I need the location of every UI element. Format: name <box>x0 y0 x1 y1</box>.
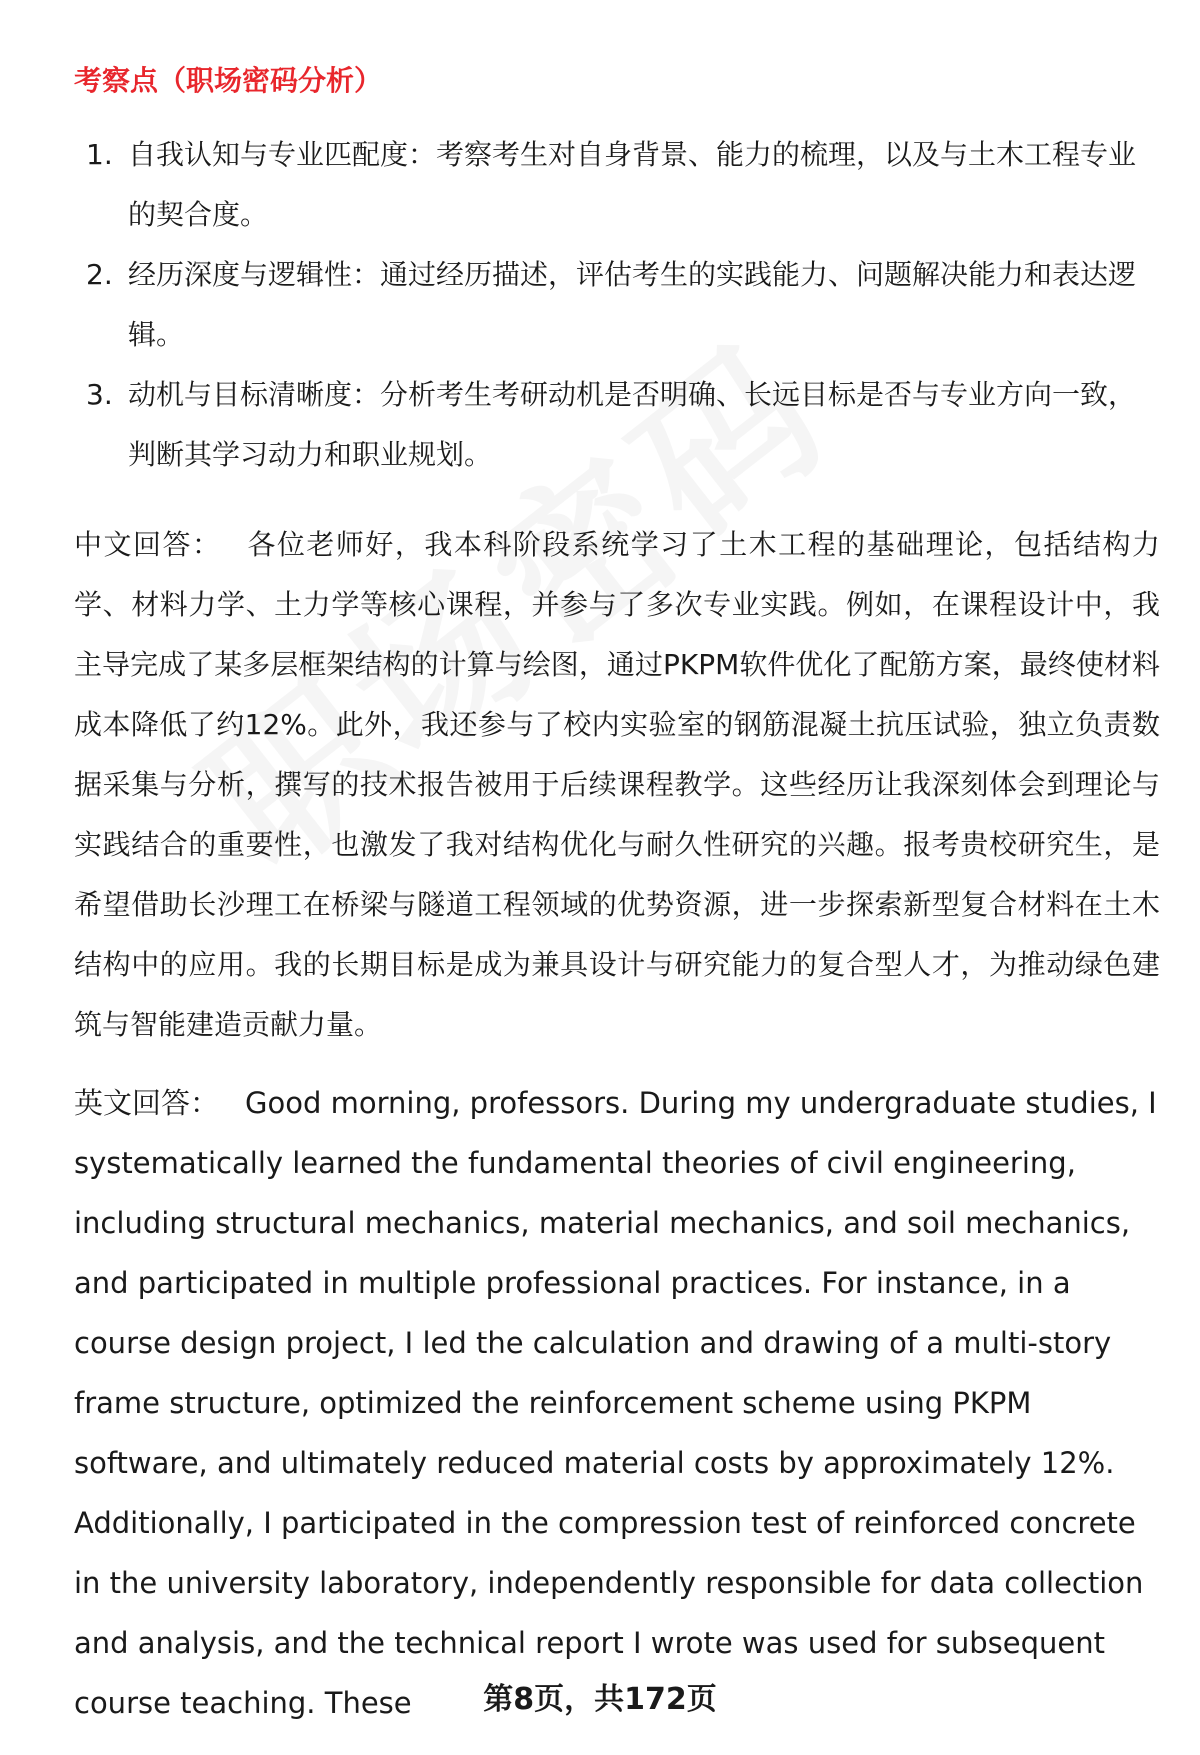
page-number-footer: 第8页，共172页 <box>483 1682 717 1717</box>
english-answer-text: Good morning, professors. During my undergraduate studies, I systematically learned the fundamental theories of civil engineering, including structural mechanics, material mechanics, and soil mechanics, and participated in multiple professional practices. For instance, in a course design project, I led the calculation and drawing of a multi-story frame structure, optimized the reinforcement scheme using PKPM software, and ultimately reduced material costs by approximately 12%. Additionally, I participated in the compression test of reinforced concrete in the university laboratory, independently responsible for data collection and analysis, and the technical report I wrote was used for subsequent course teaching. These <box>74 1086 1157 1720</box>
list-item-number: 3. <box>86 378 113 411</box>
list-item <box>74 125 1160 245</box>
document-page <box>74 55 1160 1751</box>
assessment-points-list <box>74 125 1160 485</box>
chinese-answer-text: 各位老师好，我本科阶段系统学习了土木工程的基础理论，包括结构力学、材料力学、土力学等核心课程，并参与了多次专业实践。例如，在课程设计中，我主导完成了某多层框架结构的计算与绘图，通过PKPM软件优化了配筋方案，最终使材料成本降低了约12%。此外，我还参与了校内实验室的钢筋混凝土抗压试验，独立负责数据采集与分析，撰写的技术报告被用于后续课程教学。这些经历让我深刻体会到理论与实践结合的重要性，也激发了我对结构优化与耐久性研究的兴趣。报考贵校研究生，是希望借助长沙理工在桥梁与隧道工程领域的优势资源，进一步探索新型复合材料在土木结构中的应用。我的长期目标是成为兼具设计与研究能力的复合型人才，为推动绿色建筑与智能建造贡献力量。 <box>74 528 1160 1041</box>
list-item-text: 经历深度与逻辑性：通过经历描述，评估考生的实践能力、问题解决能力和表达逻辑。 <box>128 258 1137 351</box>
english-answer-paragraph <box>74 1073 1160 1733</box>
list-item <box>74 365 1160 485</box>
list-item-number: 2. <box>86 258 113 291</box>
list-item-text: 自我认知与专业匹配度：考察考生对自身背景、能力的梳理，以及与土木工程专业的契合度。 <box>128 138 1137 231</box>
chinese-answer-paragraph <box>74 515 1160 1055</box>
list-item-text: 动机与目标清晰度：分析考生考研动机是否明确、长远目标是否与专业方向一致，判断其学习动力和职业规划。 <box>128 378 1137 471</box>
list-item <box>74 245 1160 365</box>
list-item-number: 1. <box>86 138 113 171</box>
english-answer-label: 英文回答： <box>74 1086 220 1120</box>
chinese-answer-label: 中文回答： <box>74 528 222 561</box>
section-title: 考察点（职场密码分析） <box>74 64 383 97</box>
